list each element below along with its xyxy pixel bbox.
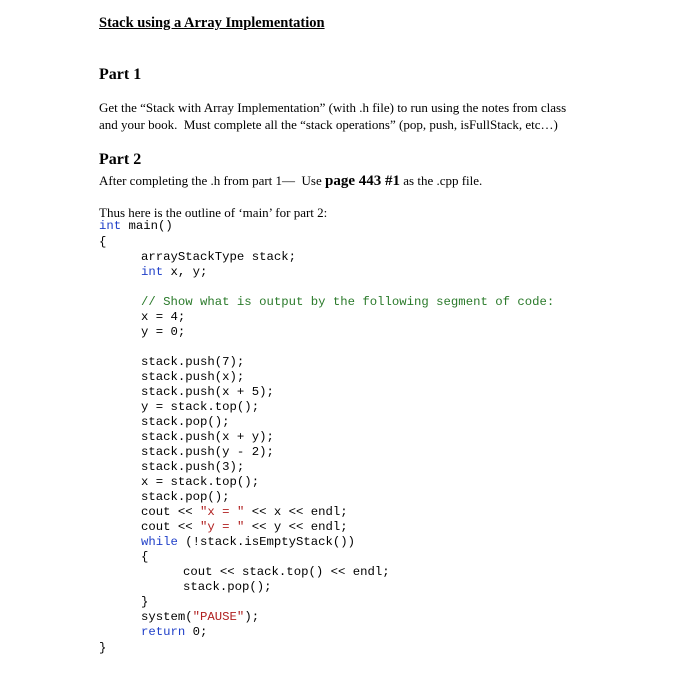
part2-heading: Part 2 [99,151,142,168]
code-cout-y-post: << y << endl; [244,520,348,534]
code-keyword-int: int [99,219,122,233]
code-system-pause [141,610,259,625]
code-while-brace-open: { [141,550,149,564]
outline-intro: Thus here is the outline of ‘main’ for part 2: [99,205,328,220]
code-while [141,535,355,550]
code-line: stack.pop(); [141,490,230,504]
code-return [141,625,207,640]
part2-instruction [99,172,482,190]
code-inner-pop: stack.pop(); [183,580,272,594]
code-keyword-return: return [141,625,186,639]
code-system-pre: system( [141,610,193,624]
code-line: stack.push(y - 2); [141,445,274,459]
code-return-value: 0; [185,625,208,639]
code-brace-open: { [99,235,107,249]
code-line: stack.push(3); [141,460,245,474]
code-line: x = stack.top(); [141,475,260,489]
code-decl-xy-text: x, y; [163,265,208,279]
code-assign-x: x = 4; [141,310,186,324]
code-line: stack.pop(); [141,415,230,429]
code-line: y = stack.top(); [141,400,260,414]
code-main-text: main() [121,219,173,233]
page-reference: page 443 #1 [325,173,400,189]
code-brace-close: } [99,641,107,655]
code-assign-y: y = 0; [141,325,186,339]
part1-line1: Get the “Stack with Array Implementation” (with .h file) to run using the notes from class [99,100,567,115]
code-cout-x [141,505,348,520]
code-line: stack.push(x + 5); [141,385,274,399]
code-inner-cout: cout << stack.top() << endl; [183,565,390,579]
code-cout-y-pre: cout << [141,520,201,534]
code-main-signature [99,219,173,234]
code-keyword-while: while [141,535,178,549]
part1-line2: and your book. Must complete all the “stack operations” (pop, push, isFullStack, etc…) [99,117,558,132]
code-line: stack.push(x); [141,370,245,384]
code-cout-y [141,520,348,535]
part2-text-before: After completing the .h from part 1— Use [99,173,325,188]
code-system-string: "PAUSE" [192,610,245,624]
code-cout-x-post: << x << endl; [244,505,348,519]
code-line: stack.push(x + y); [141,430,274,444]
code-while-cond: (!stack.isEmptyStack()) [177,535,356,549]
code-line: stack.push(7); [141,355,245,369]
code-cout-x-string: "x = " [200,505,245,519]
part2-text-after: as the .cpp file. [400,173,483,188]
document-title: Stack using a Array Implementation [99,15,325,31]
code-cout-x-pre: cout << [141,505,201,519]
code-comment: // Show what is output by the following segment of code: [141,295,555,309]
code-decl-stack: arrayStackType stack; [141,250,296,264]
code-system-post: ); [244,610,260,624]
code-keyword-int-2: int [141,265,164,279]
code-cout-y-string: "y = " [200,520,245,534]
code-decl-xy [141,265,207,280]
part1-heading: Part 1 [99,66,142,83]
code-while-brace-close: } [141,595,149,609]
